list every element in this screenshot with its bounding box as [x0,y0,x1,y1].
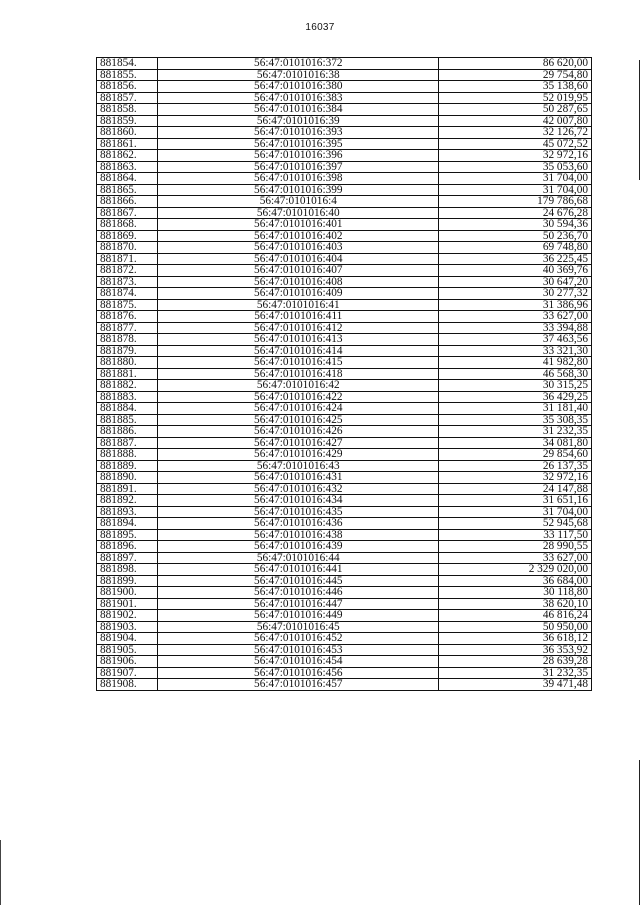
cadastral-value-cell: 31 232,35 [439,667,592,679]
row-number-cell: 881907. [97,667,158,679]
row-number-cell: 881858. [97,104,158,116]
row-number-cell: 881866. [97,196,158,208]
cadastral-value-cell: 36 353,92 [439,644,592,656]
cadastral-number-cell: 56:47:0101016:409 [158,288,439,300]
table-row [97,161,592,173]
table-row [97,414,592,426]
table-row [97,667,592,679]
row-number-cell: 881908. [97,679,158,691]
row-number-cell: 881876. [97,311,158,323]
cadastral-value-cell: 31 386,96 [439,299,592,311]
row-number-cell: 881883. [97,391,158,403]
row-number-cell: 881854. [97,58,158,70]
row-number-cell: 881864. [97,173,158,185]
table-row [97,437,592,449]
cadastral-value-cell: 50 236,70 [439,230,592,242]
table-row [97,69,592,81]
cadastral-number-cell: 56:47:0101016:427 [158,437,439,449]
table-row [97,311,592,323]
row-number-cell: 881870. [97,242,158,254]
cadastral-number-cell: 56:47:0101016:38 [158,69,439,81]
table-row [97,81,592,93]
cadastral-value-cell: 35 308,35 [439,414,592,426]
scan-left-mark [0,840,1,905]
cadastral-number-cell: 56:47:0101016:404 [158,253,439,265]
row-number-cell: 881887. [97,437,158,449]
table-row [97,656,592,668]
cadastral-number-cell: 56:47:0101016:413 [158,334,439,346]
cadastral-value-cell: 29 754,80 [439,69,592,81]
table-row [97,138,592,150]
cadastral-number-cell: 56:47:0101016:446 [158,587,439,599]
row-number-cell: 881863. [97,161,158,173]
row-number-cell: 881884. [97,403,158,415]
page-number: 16037 [305,22,335,33]
cadastral-value-cell: 32 972,16 [439,472,592,484]
cadastral-number-cell: 56:47:0101016:453 [158,644,439,656]
table-row [97,322,592,334]
cadastral-number-cell: 56:47:0101016:445 [158,575,439,587]
cadastral-value-cell: 2 329 020,00 [439,564,592,576]
row-number-cell: 881874. [97,288,158,300]
row-number-cell: 881900. [97,587,158,599]
cadastral-number-cell: 56:47:0101016:414 [158,345,439,357]
row-number-cell: 881885. [97,414,158,426]
cadastral-number-cell: 56:47:0101016:397 [158,161,439,173]
cadastral-value-cell: 46 816,24 [439,610,592,622]
cadastral-value-cell: 30 118,80 [439,587,592,599]
cadastral-number-cell: 56:47:0101016:402 [158,230,439,242]
cadastral-value-cell: 33 627,00 [439,552,592,564]
cadastral-value-cell: 31 232,35 [439,426,592,438]
table-row [97,253,592,265]
cadastral-value-cell: 30 277,32 [439,288,592,300]
cadastral-number-cell: 56:47:0101016:415 [158,357,439,369]
row-number-cell: 881856. [97,81,158,93]
cadastral-number-cell: 56:47:0101016:380 [158,81,439,93]
cadastral-value-cell: 31 704,00 [439,173,592,185]
table-row [97,58,592,70]
cadastral-number-cell: 56:47:0101016:426 [158,426,439,438]
table-row [97,92,592,104]
row-number-cell: 881899. [97,575,158,587]
cadastral-number-cell: 56:47:0101016:424 [158,403,439,415]
cadastral-value-cell: 28 639,28 [439,656,592,668]
table-row [97,299,592,311]
row-number-cell: 881860. [97,127,158,139]
cadastral-value-cell: 24 676,28 [439,207,592,219]
cadastral-number-cell: 56:47:0101016:383 [158,92,439,104]
cadastral-value-cell: 33 321,30 [439,345,592,357]
cadastral-value-cell: 33 627,00 [439,311,592,323]
table-row [97,426,592,438]
cadastral-value-cell: 37 463,56 [439,334,592,346]
row-number-cell: 881895. [97,529,158,541]
cadastral-value-cell: 31 651,16 [439,495,592,507]
row-number-cell: 881877. [97,322,158,334]
cadastral-value-cell: 31 181,40 [439,403,592,415]
cadastral-value-cell: 36 618,12 [439,633,592,645]
cadastral-number-cell: 56:47:0101016:4 [158,196,439,208]
cadastral-number-cell: 56:47:0101016:456 [158,667,439,679]
cadastral-number-cell: 56:47:0101016:441 [158,564,439,576]
cadastral-value-cell: 31 704,00 [439,506,592,518]
row-number-cell: 881889. [97,460,158,472]
cadastral-number-cell: 56:47:0101016:438 [158,529,439,541]
cadastral-value-cell: 32 126,72 [439,127,592,139]
row-number-cell: 881901. [97,598,158,610]
cadastral-value-cell: 69 748,80 [439,242,592,254]
cadastral-value-cell: 52 019,95 [439,92,592,104]
table-row [97,334,592,346]
row-number-cell: 881869. [97,230,158,242]
cadastral-number-cell: 56:47:0101016:396 [158,150,439,162]
cadastral-value-cell: 46 568,30 [439,368,592,380]
row-number-cell: 881882. [97,380,158,392]
table-row [97,679,592,691]
cadastral-number-cell: 56:47:0101016:393 [158,127,439,139]
table-row [97,207,592,219]
cadastral-number-cell: 56:47:0101016:398 [158,173,439,185]
table-row [97,587,592,599]
table-row [97,472,592,484]
row-number-cell: 881862. [97,150,158,162]
row-number-cell: 881872. [97,265,158,277]
row-number-cell: 881886. [97,426,158,438]
cadastral-value-cell: 35 138,60 [439,81,592,93]
cadastral-value-cell: 32 972,16 [439,150,592,162]
cadastral-number-cell: 56:47:0101016:45 [158,621,439,633]
row-number-cell: 881881. [97,368,158,380]
cadastral-number-cell: 56:47:0101016:395 [158,138,439,150]
cadastral-number-cell: 56:47:0101016:418 [158,368,439,380]
row-number-cell: 881903. [97,621,158,633]
table-row [97,621,592,633]
table-row [97,449,592,461]
cadastral-value-cell: 33 117,50 [439,529,592,541]
table-row [97,391,592,403]
row-number-cell: 881897. [97,552,158,564]
table-row [97,598,592,610]
table-row [97,357,592,369]
cadastral-number-cell: 56:47:0101016:432 [158,483,439,495]
cadastral-number-cell: 56:47:0101016:435 [158,506,439,518]
table-row [97,403,592,415]
cadastral-number-cell: 56:47:0101016:372 [158,58,439,70]
row-number-cell: 881873. [97,276,158,288]
cadastral-number-cell: 56:47:0101016:412 [158,322,439,334]
table-row [97,506,592,518]
table-row [97,104,592,116]
table-row [97,518,592,530]
cadastral-value-cell: 29 854,60 [439,449,592,461]
cadastral-value-cell: 52 945,68 [439,518,592,530]
cadastral-value-cell: 50 287,65 [439,104,592,116]
cadastral-number-cell: 56:47:0101016:454 [158,656,439,668]
cadastral-value-cell: 45 072,52 [439,138,592,150]
table-row [97,265,592,277]
row-number-cell: 881878. [97,334,158,346]
table-row [97,196,592,208]
cadastral-value-cell: 24 147,88 [439,483,592,495]
table-row [97,564,592,576]
row-number-cell: 881888. [97,449,158,461]
row-number-cell: 881857. [97,92,158,104]
table-row [97,242,592,254]
row-number-cell: 881855. [97,69,158,81]
cadastral-number-cell: 56:47:0101016:40 [158,207,439,219]
cadastral-number-cell: 56:47:0101016:39 [158,115,439,127]
cadastral-value-cell: 34 081,80 [439,437,592,449]
cadastral-number-cell: 56:47:0101016:449 [158,610,439,622]
table-row [97,575,592,587]
row-number-cell: 881875. [97,299,158,311]
row-number-cell: 881871. [97,253,158,265]
cadastral-number-cell: 56:47:0101016:43 [158,460,439,472]
table-row [97,610,592,622]
row-number-cell: 881867. [97,207,158,219]
row-number-cell: 881898. [97,564,158,576]
cadastral-value-cell: 50 950,00 [439,621,592,633]
cadastral-number-cell: 56:47:0101016:411 [158,311,439,323]
cadastral-value-cell: 36 429,25 [439,391,592,403]
row-number-cell: 881902. [97,610,158,622]
table-row [97,483,592,495]
row-number-cell: 881880. [97,357,158,369]
row-number-cell: 881865. [97,184,158,196]
table-row [97,345,592,357]
row-number-cell: 881904. [97,633,158,645]
cadastral-number-cell: 56:47:0101016:401 [158,219,439,231]
cadastral-value-cell: 179 786,68 [439,196,592,208]
cadastral-number-cell: 56:47:0101016:425 [158,414,439,426]
table-row [97,288,592,300]
row-number-cell: 881891. [97,483,158,495]
table-row [97,115,592,127]
row-number-cell: 881892. [97,495,158,507]
table-row [97,276,592,288]
cadastral-number-cell: 56:47:0101016:434 [158,495,439,507]
table-row [97,230,592,242]
table-row [97,380,592,392]
table-row [97,173,592,185]
cadastral-value-cell: 30 647,20 [439,276,592,288]
cadastral-value-cell: 31 704,00 [439,184,592,196]
row-number-cell: 881861. [97,138,158,150]
cadastral-number-cell: 56:47:0101016:439 [158,541,439,553]
table-row [97,150,592,162]
table-row [97,541,592,553]
row-number-cell: 881893. [97,506,158,518]
table-row [97,529,592,541]
row-number-cell: 881868. [97,219,158,231]
cadastral-number-cell: 56:47:0101016:431 [158,472,439,484]
cadastral-number-cell: 56:47:0101016:452 [158,633,439,645]
cadastral-number-cell: 56:47:0101016:408 [158,276,439,288]
row-number-cell: 881859. [97,115,158,127]
table-row [97,495,592,507]
table-row [97,368,592,380]
row-number-cell: 881896. [97,541,158,553]
cadastral-value-cell: 30 315,25 [439,380,592,392]
cadastral-number-cell: 56:47:0101016:41 [158,299,439,311]
cadastral-value-cell: 86 620,00 [439,58,592,70]
table-row [97,184,592,196]
cadastral-number-cell: 56:47:0101016:399 [158,184,439,196]
row-number-cell: 881894. [97,518,158,530]
cadastral-value-cell: 28 990,55 [439,541,592,553]
cadastral-value-cell: 35 053,60 [439,161,592,173]
cadastral-value-cell: 39 471,48 [439,679,592,691]
cadastral-number-cell: 56:47:0101016:42 [158,380,439,392]
cadastral-number-cell: 56:47:0101016:429 [158,449,439,461]
cadastral-value-cell: 33 394,88 [439,322,592,334]
cadastral-number-cell: 56:47:0101016:422 [158,391,439,403]
row-number-cell: 881879. [97,345,158,357]
table-row [97,633,592,645]
table-body [97,58,592,691]
cadastral-number-cell: 56:47:0101016:407 [158,265,439,277]
cadastral-value-cell: 36 684,00 [439,575,592,587]
cadastral-number-cell: 56:47:0101016:457 [158,679,439,691]
cadastral-number-cell: 56:47:0101016:447 [158,598,439,610]
row-number-cell: 881890. [97,472,158,484]
cadastral-value-cell: 40 369,76 [439,265,592,277]
table-row [97,460,592,472]
row-number-cell: 881906. [97,656,158,668]
cadastral-number-cell: 56:47:0101016:403 [158,242,439,254]
cadastral-value-cell: 26 137,35 [439,460,592,472]
cadastral-value-cell: 41 982,80 [439,357,592,369]
table-row [97,552,592,564]
cadastral-number-cell: 56:47:0101016:44 [158,552,439,564]
table-row [97,127,592,139]
row-number-cell: 881905. [97,644,158,656]
cadastral-value-cell: 38 620,10 [439,598,592,610]
cadastral-value-cell: 42 007,80 [439,115,592,127]
cadastral-value-cell: 36 225,45 [439,253,592,265]
cadastral-value-cell: 30 594,36 [439,219,592,231]
table-row [97,644,592,656]
cadastral-value-table [96,57,592,691]
cadastral-number-cell: 56:47:0101016:436 [158,518,439,530]
table-row [97,219,592,231]
cadastral-number-cell: 56:47:0101016:384 [158,104,439,116]
